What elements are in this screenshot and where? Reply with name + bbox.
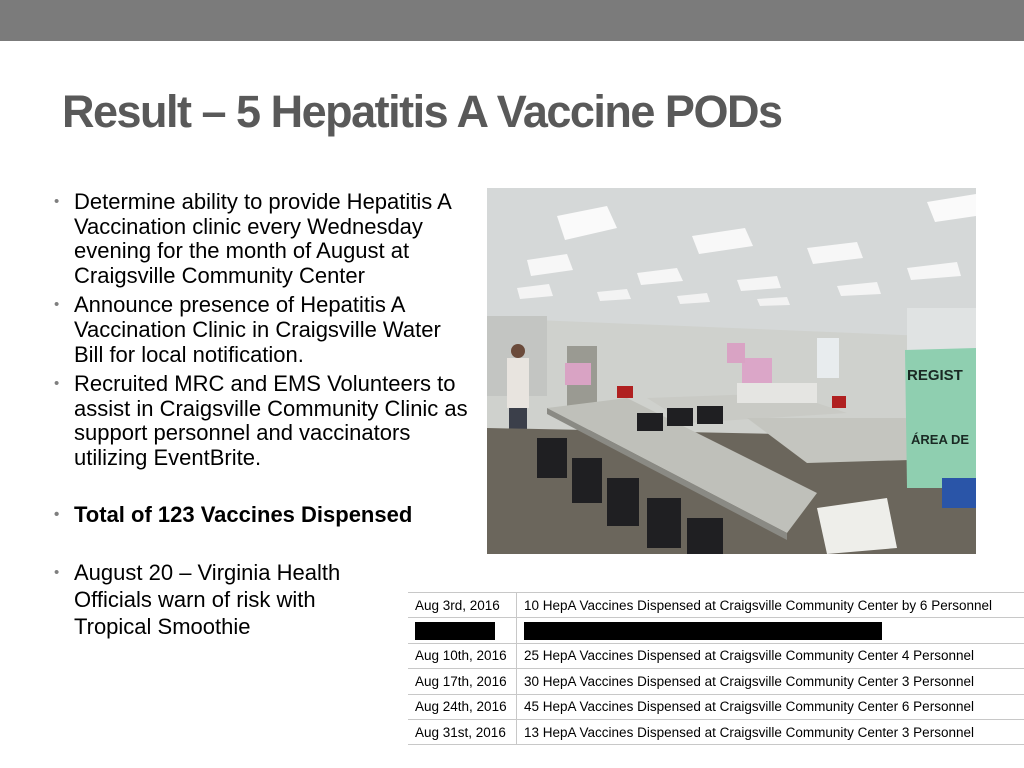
vaccine-log-table (408, 592, 1024, 745)
date-cell: Aug 3rd, 2016 (408, 593, 517, 618)
top-bar (0, 0, 1024, 41)
bullet-marker: • (54, 193, 60, 210)
sign-text-top: REGIST (907, 367, 963, 384)
bullet-item (54, 190, 474, 288)
redaction-bar (415, 622, 495, 640)
bullet-item (54, 559, 394, 640)
date-cell: Aug 24th, 2016 (408, 694, 517, 719)
date-cell: Aug 10th, 2016 (408, 643, 517, 668)
table-row (408, 593, 1024, 618)
bullet-item-total (54, 503, 474, 528)
slide-title: Result – 5 Hepatitis A Vaccine PODs (62, 86, 782, 137)
description-cell: 13 HepA Vaccines Dispensed at Craigsville Community Center 3 Personnel (517, 719, 1024, 744)
clinic-photo (487, 188, 976, 554)
sign-text-bottom: ÁREA DE (911, 432, 970, 447)
table-row (408, 719, 1024, 744)
description-cell: 10 HepA Vaccines Dispensed at Craigsville Community Center by 6 Personnel (517, 593, 1024, 618)
table-row (408, 643, 1024, 668)
description-cell: 25 HepA Vaccines Dispensed at Craigsville Community Center 4 Personnel (517, 643, 1024, 668)
table-row (408, 669, 1024, 694)
bullet-text: Determine ability to provide Hepatitis A Vaccination clinic every Wednesday evening for the month of August at Craigsville Community Center (74, 189, 451, 288)
bullet-marker: • (54, 296, 60, 314)
bullet-text: Announce presence of Hepatitis A Vaccination Clinic in Craigsville Water Bill for local notification. (74, 292, 441, 367)
table-row-redacted (408, 618, 1024, 643)
date-cell: Aug 31st, 2016 (408, 719, 517, 744)
description-cell: 30 HepA Vaccines Dispensed at Craigsville Community Center 3 Personnel (517, 669, 1024, 694)
table-row (408, 694, 1024, 719)
bullet-text: Recruited MRC and EMS Volunteers to assist in Craigsville Community Clinic as support personnel and vaccinators utilizing EventBrite. (74, 371, 468, 470)
redaction-bar (524, 622, 882, 640)
bullet-list (54, 190, 474, 640)
bullet-marker: • (54, 505, 60, 523)
bullet-marker: • (54, 375, 60, 393)
bullet-text: August 20 – Virginia Health Officials warn of risk with Tropical Smoothie (74, 560, 341, 640)
description-cell (517, 618, 1024, 643)
clinic-photo-drawing (487, 188, 976, 554)
date-cell: Aug 17th, 2016 (408, 669, 517, 694)
date-cell (408, 618, 517, 643)
bullet-text: Total of 123 Vaccines Dispensed (74, 501, 413, 527)
bullet-item (54, 293, 474, 367)
bullet-item (54, 372, 474, 470)
description-cell: 45 HepA Vaccines Dispensed at Craigsville Community Center 6 Personnel (517, 694, 1024, 719)
bullet-marker: • (54, 564, 60, 582)
